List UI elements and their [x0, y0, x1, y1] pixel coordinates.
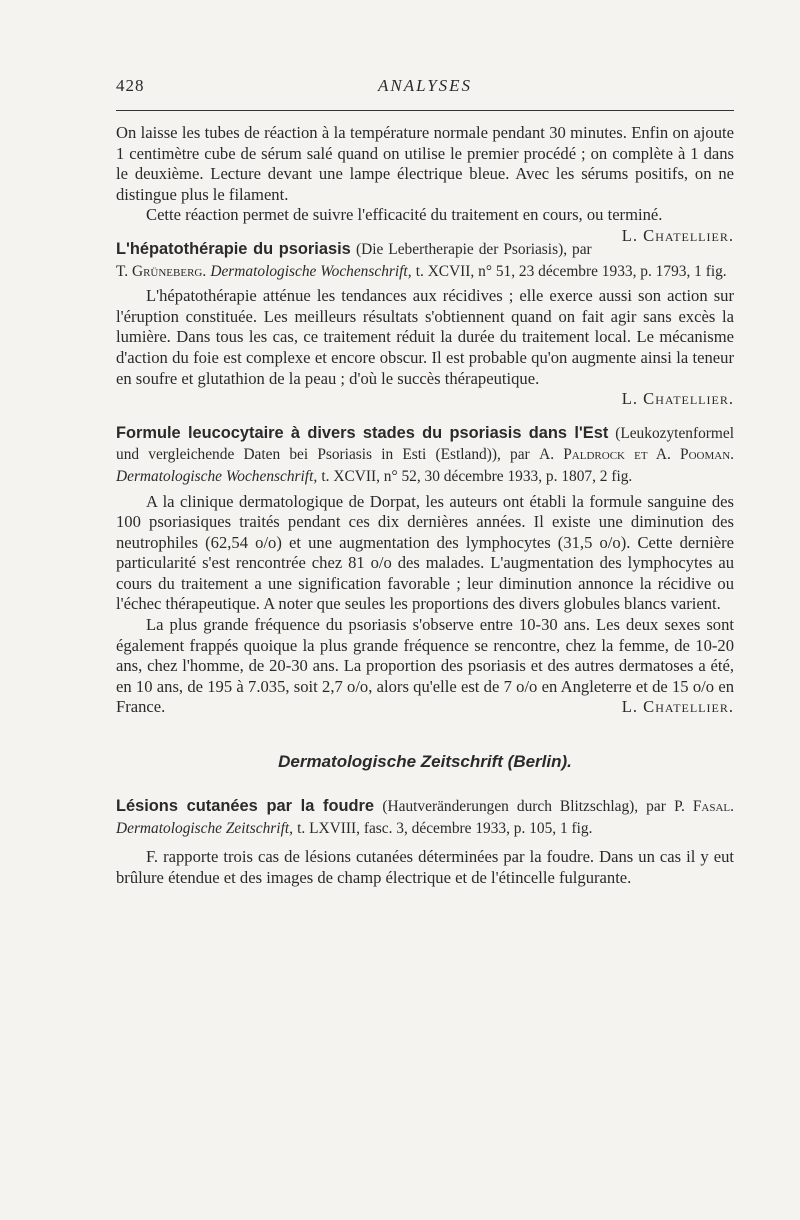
entry-2-heading — [116, 423, 734, 488]
entry-3-citation: t. LXVIII, fasc. 3, décembre 1933, p. 105, 1 fig. — [297, 819, 593, 837]
entry-3-paragraph: F. rapporte trois cas de lésions cutanées déterminées par la foudre. Dans un cas il y eut brûlure étendue et des images de champ électrique et de l'étincelle fulgurante. — [116, 847, 734, 887]
intro-paragraph-2-text: Cette réaction permet de suivre l'efficacité du traitement en cours, ou terminé. — [146, 205, 663, 225]
entry-3-author: P. Fasal. — [674, 798, 735, 816]
entry-2-paragraph-2 — [116, 615, 734, 718]
page-header — [116, 74, 734, 100]
intro-signature: L. Chatellier. — [621, 225, 734, 245]
entry-3-heading — [116, 796, 734, 839]
intro-paragraph-1: On laisse les tubes de réaction à la température normale pendant 30 minutes. Enfin on ajoute 1 centimètre cube de sérum salé quand on utilise le premier procédé ; on complète à 1 dans le deuxième. Lecture devant une lampe électrique bleue. Avec les sérums positifs, on ne distingue plus le filament. — [116, 123, 734, 204]
intro-paragraph-2 — [116, 205, 734, 245]
entry-2-paragraph-1: A la clinique dermatologique de Dorpat, les auteurs ont établi la formule sanguine des 100 psoriasiques traités pendant ces dix dernières années. Il existe une diminution des neutrophiles (62,54 o/o) et une augmentation des lymphocytes (31,5 o/o). Cette dernière particularité s'est rencontrée chez 81 o/o des malades. L'augmentation des lymphocytes au cours du traitement a une signification favorable ; leur diminution annonce la récidive ou l'échec thérapeutique. A noter que seules les proportions des divers globules blancs varient. — [116, 491, 734, 614]
entry-2-author: A. Paldrock et A. Pooman. — [539, 446, 734, 464]
entry-1-journal: Dermatologische Wochenschrift, — [210, 262, 412, 280]
running-title: ANALYSES — [377, 76, 473, 95]
entry-2-title: Formule leucocytaire à divers stades du psoriasis dans l'Est — [116, 423, 609, 442]
entry-1-author: T. Grüneberg. — [116, 262, 207, 280]
page — [116, 74, 734, 888]
entry-3-journal: Dermatologische Zeitschrift, — [116, 819, 293, 837]
entry-2-journal: Dermatologische Wochenschrift, — [116, 467, 318, 485]
entry-1-subtitle: (Die Lebertherapie der Psoriasis), par — [356, 240, 592, 258]
header-rule — [116, 110, 734, 111]
entry-1-citation: t. XCVII, n° 51, 23 décembre 1933, p. 1793, 1 fig. — [415, 262, 727, 280]
entry-2-citation: t. XCVII, n° 52, 30 décembre 1933, p. 1807, 2 fig. — [321, 467, 633, 485]
section-heading: Dermatologische Zeitschrift (Berlin). — [278, 752, 572, 772]
entry-1-title: L'hépatothérapie du psoriasis — [116, 239, 351, 258]
entry-1-paragraph-1: L'hépatothérapie atténue les tendances aux récidives ; elle exerce aussi son action sur l'éruption constituée. Les meilleurs résultats s'obtiennent quand on fait agir sans excès la lumière. Dans tous les cas, ce traitement réduit la durée du traitement local. Le mécanisme d'action du foie est complexe et encore obscur. Il est probable qu'on augmente ainsi la teneur en soufre et glutathion de la peau ; d'où le succès thérapeutique. — [116, 286, 734, 388]
entry-3-title: Lésions cutanées par la foudre — [116, 797, 375, 816]
entry-2-paragraph-2-text: La plus grande fréquence du psoriasis s'observe entre 10-30 ans. Les deux sexes sont également frappés quoique la plus grande fréquence se rencontre, chez la femme, de 10-20 ans, chez l'homme, de 20-30 ans. La proportion des psoriasis et des autres dermatoses a été, en 10 ans, de 195 à 7.035, soit 2,7 o/o, alors qu'elle est de 7 o/o en Angleterre et de 15 o/o en France. — [116, 615, 734, 717]
entry-1-signature: L. Chatellier. — [621, 389, 734, 409]
entry-3-subtitle: (Hautveränderungen durch Blitzschlag), par — [382, 798, 666, 816]
entry-2-subtitle: (Leukozytenformel und vergleichende Daten bei Psoriasis in Esti (Estland)), par — [116, 424, 734, 464]
page-number: 428 — [116, 76, 145, 95]
entry-2-signature: L. Chatellier. — [621, 697, 734, 717]
